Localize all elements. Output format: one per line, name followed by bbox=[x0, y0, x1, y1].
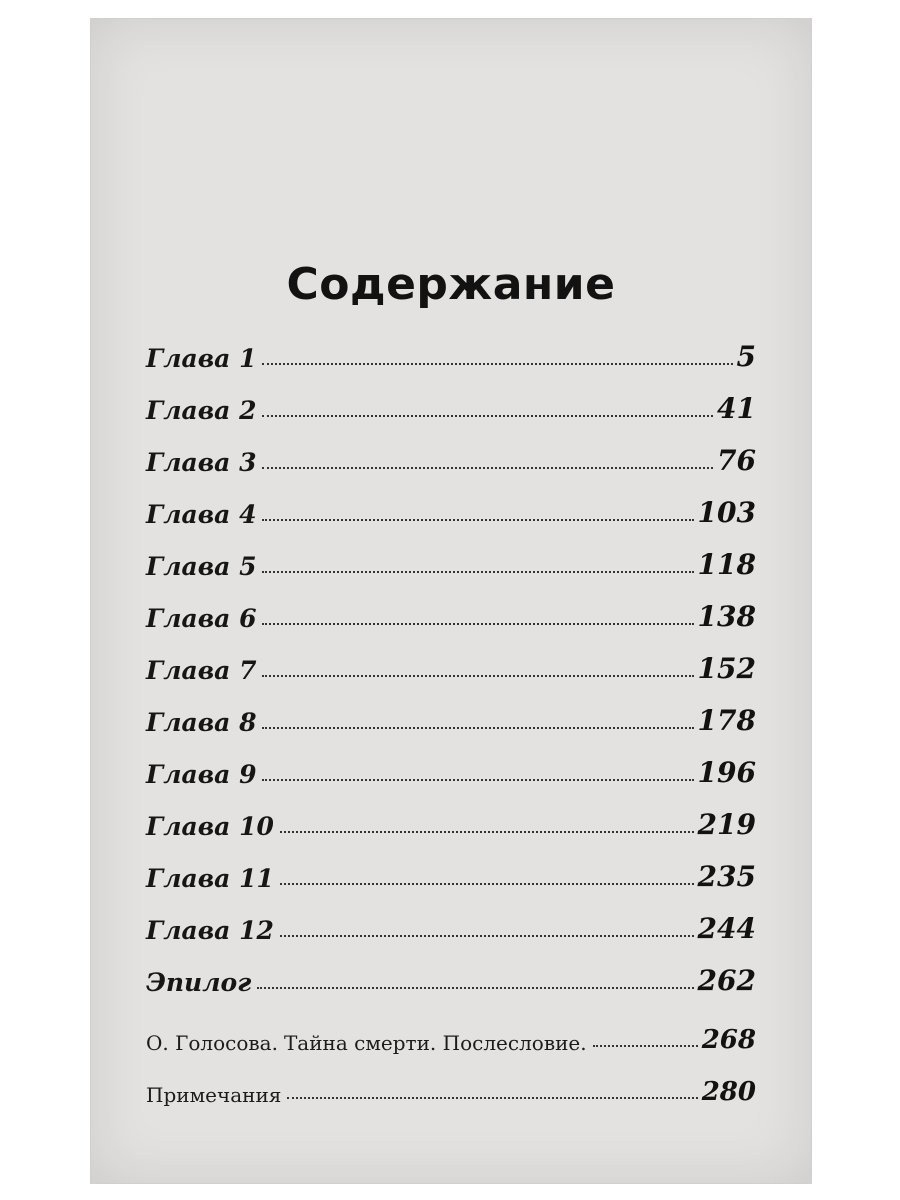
toc-label: Глава 4 bbox=[146, 500, 257, 529]
toc-page-number: 219 bbox=[697, 808, 756, 841]
toc-row-chapter-5 bbox=[146, 537, 756, 581]
toc-page-number: 244 bbox=[697, 912, 756, 945]
afterword-author: О. Голосова. bbox=[146, 1031, 278, 1055]
dot-leader bbox=[262, 363, 732, 365]
dot-leader bbox=[593, 1045, 698, 1047]
toc-label: Глава 7 bbox=[146, 656, 257, 685]
toc-page-number: 262 bbox=[697, 964, 756, 997]
toc-row-chapter-4 bbox=[146, 485, 756, 529]
toc-page-number: 196 bbox=[697, 756, 756, 789]
toc-page-number: 41 bbox=[717, 392, 756, 425]
toc-label: Глава 1 bbox=[146, 344, 257, 373]
toc-label: Глава 10 bbox=[146, 812, 274, 841]
dot-leader bbox=[262, 571, 693, 573]
dot-leader bbox=[262, 467, 713, 469]
toc-row-chapter-6 bbox=[146, 589, 756, 633]
toc-row-chapter-2 bbox=[146, 381, 756, 425]
toc-label: Глава 11 bbox=[146, 864, 274, 893]
toc-page-number: 268 bbox=[701, 1025, 756, 1055]
toc-label: Глава 3 bbox=[146, 448, 257, 477]
toc-row-chapter-8 bbox=[146, 693, 756, 737]
dot-leader bbox=[262, 727, 693, 729]
toc-label: Глава 6 bbox=[146, 604, 257, 633]
toc-page-number: 76 bbox=[717, 444, 756, 477]
toc-page-number: 103 bbox=[697, 496, 756, 529]
dot-leader bbox=[257, 987, 693, 989]
toc-row-chapter-9 bbox=[146, 745, 756, 789]
dot-leader bbox=[262, 623, 693, 625]
dot-leader bbox=[280, 883, 694, 885]
toc-row-afterword bbox=[146, 1011, 756, 1055]
toc-page-number: 152 bbox=[697, 652, 756, 685]
toc-row-epilogue bbox=[146, 953, 756, 997]
toc-label: Эпилог bbox=[146, 968, 252, 997]
toc-label: Глава 12 bbox=[146, 916, 274, 945]
dot-leader bbox=[280, 935, 694, 937]
toc-page-number: 178 bbox=[697, 704, 756, 737]
toc-page-number: 118 bbox=[697, 548, 756, 581]
toc-row-chapter-10 bbox=[146, 797, 756, 841]
afterword-title: Тайна смерти. Послесловие. bbox=[283, 1031, 587, 1055]
dot-leader bbox=[262, 519, 693, 521]
toc-page-number: 235 bbox=[697, 860, 756, 893]
toc-page-number: 138 bbox=[697, 600, 756, 633]
toc-label: Глава 9 bbox=[146, 760, 257, 789]
toc-row-chapter-3 bbox=[146, 433, 756, 477]
toc-row-notes bbox=[146, 1063, 756, 1107]
toc-row-chapter-11 bbox=[146, 849, 756, 893]
toc-row-chapter-12 bbox=[146, 901, 756, 945]
toc-row-chapter-1 bbox=[146, 329, 756, 373]
dot-leader bbox=[262, 779, 693, 781]
dot-leader bbox=[262, 415, 713, 417]
notes-label: Примечания bbox=[146, 1083, 282, 1107]
toc-label: Глава 8 bbox=[146, 708, 257, 737]
dot-leader bbox=[280, 831, 694, 833]
toc-row-chapter-7 bbox=[146, 641, 756, 685]
dot-leader bbox=[262, 675, 693, 677]
dot-leader bbox=[287, 1097, 697, 1099]
toc-label: Глава 2 bbox=[146, 396, 257, 425]
toc-label: Глава 5 bbox=[146, 552, 257, 581]
book-page bbox=[90, 18, 812, 1184]
toc-page-number: 5 bbox=[736, 340, 756, 373]
page-title: Содержание bbox=[286, 259, 616, 310]
toc-page-number: 280 bbox=[701, 1077, 756, 1107]
